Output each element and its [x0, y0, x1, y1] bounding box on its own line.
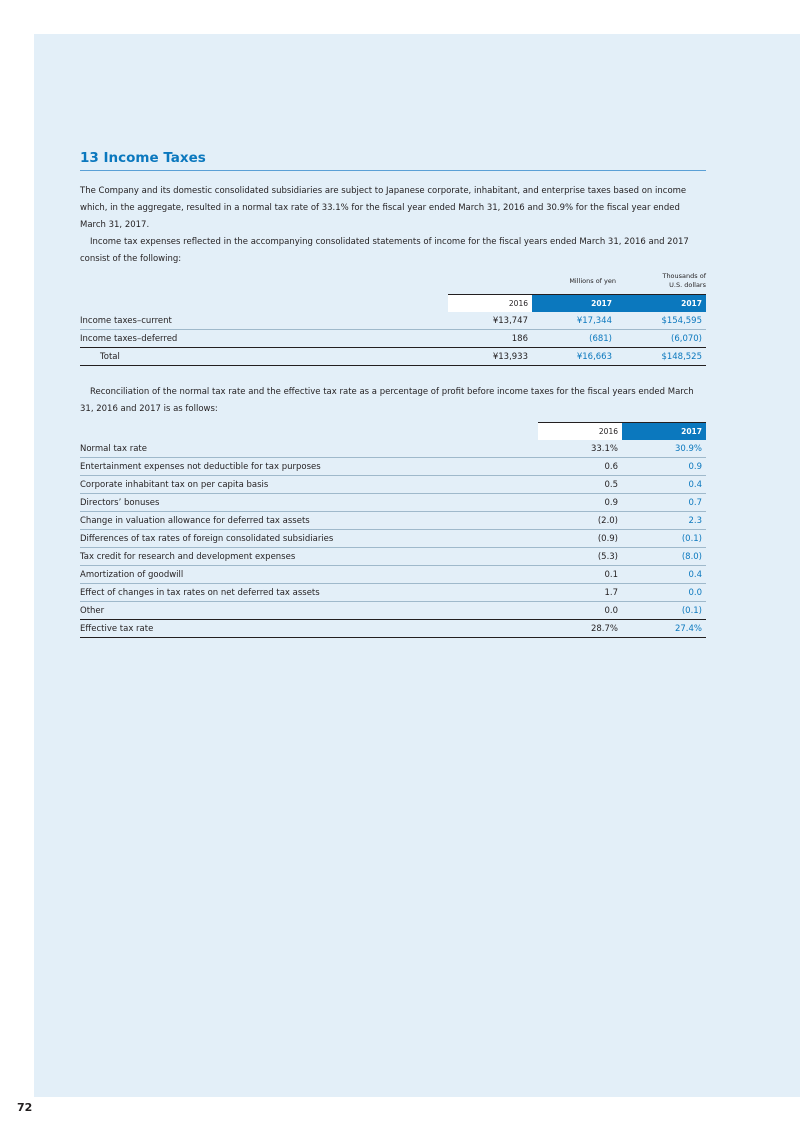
table-row	[80, 512, 706, 530]
row-label: Other	[80, 602, 538, 620]
value-usd-2017: $154,595	[616, 312, 706, 330]
table-row	[80, 440, 706, 458]
table-row-total	[80, 620, 706, 638]
value-2016: (2.0)	[538, 512, 622, 530]
page-number: 72	[17, 1101, 33, 1114]
table-row	[80, 566, 706, 584]
table-row	[80, 530, 706, 548]
income-tax-table	[80, 272, 706, 366]
value-2016: (0.9)	[538, 530, 622, 548]
table-row	[80, 602, 706, 620]
value-2017: 0.4	[622, 566, 706, 584]
row-label: Effective tax rate	[80, 620, 538, 638]
value-2017: 0.9	[622, 458, 706, 476]
value-2017: 30.9%	[622, 440, 706, 458]
reconciliation-table	[80, 422, 706, 638]
value-2016: 0.1	[538, 566, 622, 584]
row-label: Income taxes–current	[80, 312, 448, 330]
reconciliation-paragraph: Reconciliation of the normal tax rate and the effective tax rate as a percentage of profit before income taxes for the fiscal years ended March 31, 2016 and 2017 is as follows:	[80, 387, 694, 414]
unit-row	[80, 272, 706, 290]
table-row	[80, 584, 706, 602]
table-row	[80, 494, 706, 512]
value-2017: 0.0	[622, 584, 706, 602]
row-label: Directors’ bonuses	[80, 494, 538, 512]
table-row	[80, 458, 706, 476]
value-2017: 0.7	[622, 494, 706, 512]
value-2017: (0.1)	[622, 602, 706, 620]
value-2017: (0.1)	[622, 530, 706, 548]
row-label: Amortization of goodwill	[80, 566, 538, 584]
unit-usd: Thousands of U.S. dollars	[662, 272, 706, 289]
intro-paragraph: The Company and its domestic consolidated subsidiaries are subject to Japanese corporate, inhabitant, and enterprise taxes based on income which, in the aggregate, resulted in a normal tax rate of 33.1% for the fiscal year ended March 31, 2016 and 30.9% for the fiscal year ended March 31, 2017.	[80, 186, 687, 230]
header-2017-usd: 2017	[616, 295, 706, 313]
row-label: Differences of tax rates of foreign consolidated subsidiaries	[80, 530, 538, 548]
row-label: Normal tax rate	[80, 440, 538, 458]
value-2016: 186	[448, 330, 532, 348]
value-2017: (681)	[532, 330, 616, 348]
value-usd-2017: (6,070)	[616, 330, 706, 348]
header-2017-yen: 2017	[532, 295, 616, 313]
table-row	[80, 330, 706, 348]
value-2016: 1.7	[538, 584, 622, 602]
row-label: Tax credit for research and development expenses	[80, 548, 538, 566]
value-2017: ¥16,663	[532, 348, 616, 366]
value-2016: 28.7%	[538, 620, 622, 638]
expense-paragraph: Income tax expenses reflected in the accompanying consolidated statements of income for the fiscal years ended March 31, 2016 and 2017 consist of the following:	[80, 237, 689, 264]
row-label: Total	[80, 348, 448, 366]
value-2017: 27.4%	[622, 620, 706, 638]
table-row-total	[80, 348, 706, 366]
value-2017: (8.0)	[622, 548, 706, 566]
value-2016: ¥13,747	[448, 312, 532, 330]
value-2016: 0.6	[538, 458, 622, 476]
value-2017: 0.4	[622, 476, 706, 494]
row-label: Entertainment expenses not deductible for tax purposes	[80, 458, 538, 476]
section-title: 13 Income Taxes	[80, 150, 706, 171]
reconciliation-header-row	[80, 423, 706, 441]
unit-yen: Millions of yen	[569, 276, 616, 285]
value-2016: 0.5	[538, 476, 622, 494]
value-2016: 0.9	[538, 494, 622, 512]
income-header-row	[80, 295, 706, 313]
header-2016: 2016	[448, 295, 532, 313]
header-2017: 2017	[622, 423, 706, 441]
value-usd-2017: $148,525	[616, 348, 706, 366]
table-row	[80, 312, 706, 330]
value-2016: (5.3)	[538, 548, 622, 566]
value-2016: 0.0	[538, 602, 622, 620]
income-taxes-section	[80, 150, 706, 638]
value-2016: 33.1%	[538, 440, 622, 458]
value-2017: ¥17,344	[532, 312, 616, 330]
row-label: Corporate inhabitant tax on per capita basis	[80, 476, 538, 494]
header-2016: 2016	[538, 423, 622, 441]
value-2016: ¥13,933	[448, 348, 532, 366]
row-label: Income taxes–deferred	[80, 330, 448, 348]
table-row	[80, 548, 706, 566]
table-row	[80, 476, 706, 494]
row-label: Change in valuation allowance for deferred tax assets	[80, 512, 538, 530]
row-label: Effect of changes in tax rates on net deferred tax assets	[80, 584, 538, 602]
value-2017: 2.3	[622, 512, 706, 530]
